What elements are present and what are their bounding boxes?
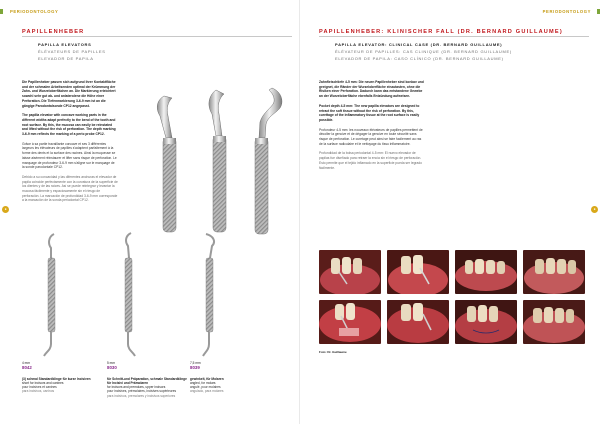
paragraph-fr: Profondeur 4-5 mm: les nouveaux élévateurs de papilles permettent de décoller la gencive et de dégager la gencive en toute sécurité sans risque de perforation. Le curetage peut ainsi se faire facilement au ras de la surface radiculaire et le nettoyage du tissu inflammatoire.	[319, 127, 423, 146]
clinical-photo-4	[523, 250, 585, 294]
clinical-photo-8	[523, 300, 585, 344]
product-8030	[107, 361, 187, 398]
paragraph-es: Debido a su concavidad y las diferentes anchuras el elevador de papila coincide perfectamente con la curvatura de la superficie de los dientes y de las raíces. Así se puede reintegrar y levantar la mucosa fácilmente y espaciosamente sin el riesgo de perforación. La marcación de profundidad 3-6-9 mm corresponde a la marcación de la sonda periodontal CP12.	[22, 174, 118, 203]
clinical-photo-1	[319, 250, 381, 294]
product-desc-de: gewinkelt, für Molaren	[190, 376, 224, 381]
instrument-8039	[190, 230, 234, 360]
running-head: PERIODONTOLOGY	[542, 9, 591, 14]
product-size: 4 mm	[22, 361, 30, 365]
product-desc-es: angulado, para molares	[190, 389, 224, 394]
subtitle-en: PAPILLA ELEVATOR: CLINICAL CASE (DR. BERNARD GUILLAUME)	[335, 42, 503, 47]
clinical-photo-grid	[319, 250, 589, 344]
clinical-photo-6	[387, 300, 449, 344]
paragraph-de: Zahnfleischtiefe 4-5 mm: Die neuen Papillenheber sind konkav und geeignet, die Ränder der Wurzeloberfläche einzutasten, ohne die Risiken einer Perforation. Dadurch kann das entstandene Gewebe an der Wurzeloberfläche ebenfalls Entzündung aufweisen.	[319, 80, 424, 99]
product-desc-en: short for incisors and canines	[22, 380, 64, 385]
paragraph-en: The papilla elevator with concave working parts in the different widths adapt perfectly to the bend of the tooth and root surface. By this, the mucosa can easily be reinstated and lifted without the risk of perforation. The depth marking 3-6-9 mm reflects the marking of a perio probe CP12.	[22, 113, 116, 137]
product-code: 8042	[22, 365, 32, 371]
tip-2	[209, 90, 226, 232]
clinical-photo-5	[319, 300, 381, 344]
page-edge-marker	[0, 9, 3, 14]
product-size: 5 mm	[107, 361, 115, 365]
paragraph-fr: Grâce à sa partie travaillante concave et ses 3 différentes largeurs les élévateurs de papilles s'adaptent parfaitement à la forme des dents et la surface des racines. Ainsi la muqueuse se laisse aisément réinstaurer et lifter sans risque de perforation. Le marquage de profondeur 3-6-9 mm s'aligne sur le marquage de la sonde parodontale CP12.	[22, 141, 117, 170]
product-code: 8030	[107, 365, 117, 371]
instrument-8030	[107, 230, 151, 360]
product-desc-de: für Schnitt-und Präparation, schmale Standardklinge für Incisivi und Prämolaren	[107, 376, 187, 385]
title-divider	[319, 36, 589, 37]
right-page	[300, 0, 600, 424]
instrument-tips-image	[124, 78, 294, 238]
paragraph-de: Die Papillenheber passen sich aufgrund ihrer Kontaktfläche und der schmalen Arbeitsenden optimal der Krümmung der Zahn- und Wurzeloberflächen an. Die Markierung erleichtert sowohl sehr gut ab- und anlaterolene die Höhe einer Perforation. Die Tiefenmarkierung 3-6-9 mm ist an die gängige Parodontalsonde CP12 angepasst.	[22, 80, 116, 108]
tip-3	[255, 88, 282, 234]
subtitle-en: PAPILLA ELEVATORS	[38, 42, 92, 47]
subtitle-fr: ÉLÉVATEUR DE PAPILLES: CAS CLINIQUE (DR. BERNARD GUILLAUME)	[335, 49, 512, 54]
product-desc-en: angled, for molars	[190, 380, 216, 385]
clinical-photo-3	[455, 250, 517, 294]
subtitle-es: ELEVADOR DE PAPILA: CASO CLÍNICO (DR. BERNARD GUILLAUME)	[335, 56, 504, 61]
running-head: PERIODONTOLOGY	[10, 9, 59, 14]
paragraph-en: Pocket depth 4-5 mm: The new papilla elevators are designed to retract the soft tissue without the risk of perforation. By this, curettage of the inflammatory tissue at the root surface is easily possible.	[319, 103, 420, 122]
product-8039	[190, 361, 270, 394]
subtitle-es: ELEVADOR DE PAPILA	[38, 56, 94, 61]
product-code: 8039	[190, 365, 200, 371]
subtitle-fr: ÉLÉVATEURS DE PAPILLES	[38, 49, 106, 54]
paragraph-es: Profundidad de la bolsa periodontal 4-5 mm: El nuevo elevador de papilas fue diseñado para retraer la encía sin el riesgo de perforación. Esto permite que el tejido inflamado en la superficie pueda ser legrado fácilmente.	[319, 151, 422, 170]
product-desc-fr: pour incisives et canines	[22, 385, 57, 390]
product-size: 7,5 mm	[190, 361, 201, 365]
case-description-text	[319, 80, 425, 175]
section-title: PAPILLENHEBER	[22, 29, 85, 35]
product-8042	[22, 361, 102, 394]
photo-credit: Foto: Dr. Guillaume	[319, 350, 347, 354]
instrument-8042	[24, 230, 68, 360]
product-desc-fr: angulé, pour molaires	[190, 385, 221, 390]
clinical-photo-2	[387, 250, 449, 294]
product-desc-es: para incisivos, premolares y incisivos superiores	[107, 393, 176, 398]
section-title: PAPILLENHEBER: KLINISCHER FALL (DR. BERNARD GUILLAUME)	[319, 29, 563, 35]
page-marker-dot: ●	[2, 206, 9, 213]
tip-1	[157, 96, 176, 232]
product-desc-en: for incisors and premolars, upper incisors	[107, 385, 166, 390]
product-desc-es: para incisivos, caninos	[22, 389, 55, 394]
instrument-tips-illustration	[124, 78, 294, 238]
title-divider	[22, 36, 292, 37]
clinical-photo-7	[455, 300, 517, 344]
description-text	[22, 80, 118, 208]
product-desc-fr: pour incisives, prémolaires, incisives supérieures	[107, 389, 177, 394]
page-marker-dot: ●	[591, 206, 598, 213]
product-desc-de: (3) schmal Standardklinge für kurze Incisiven	[22, 376, 91, 381]
